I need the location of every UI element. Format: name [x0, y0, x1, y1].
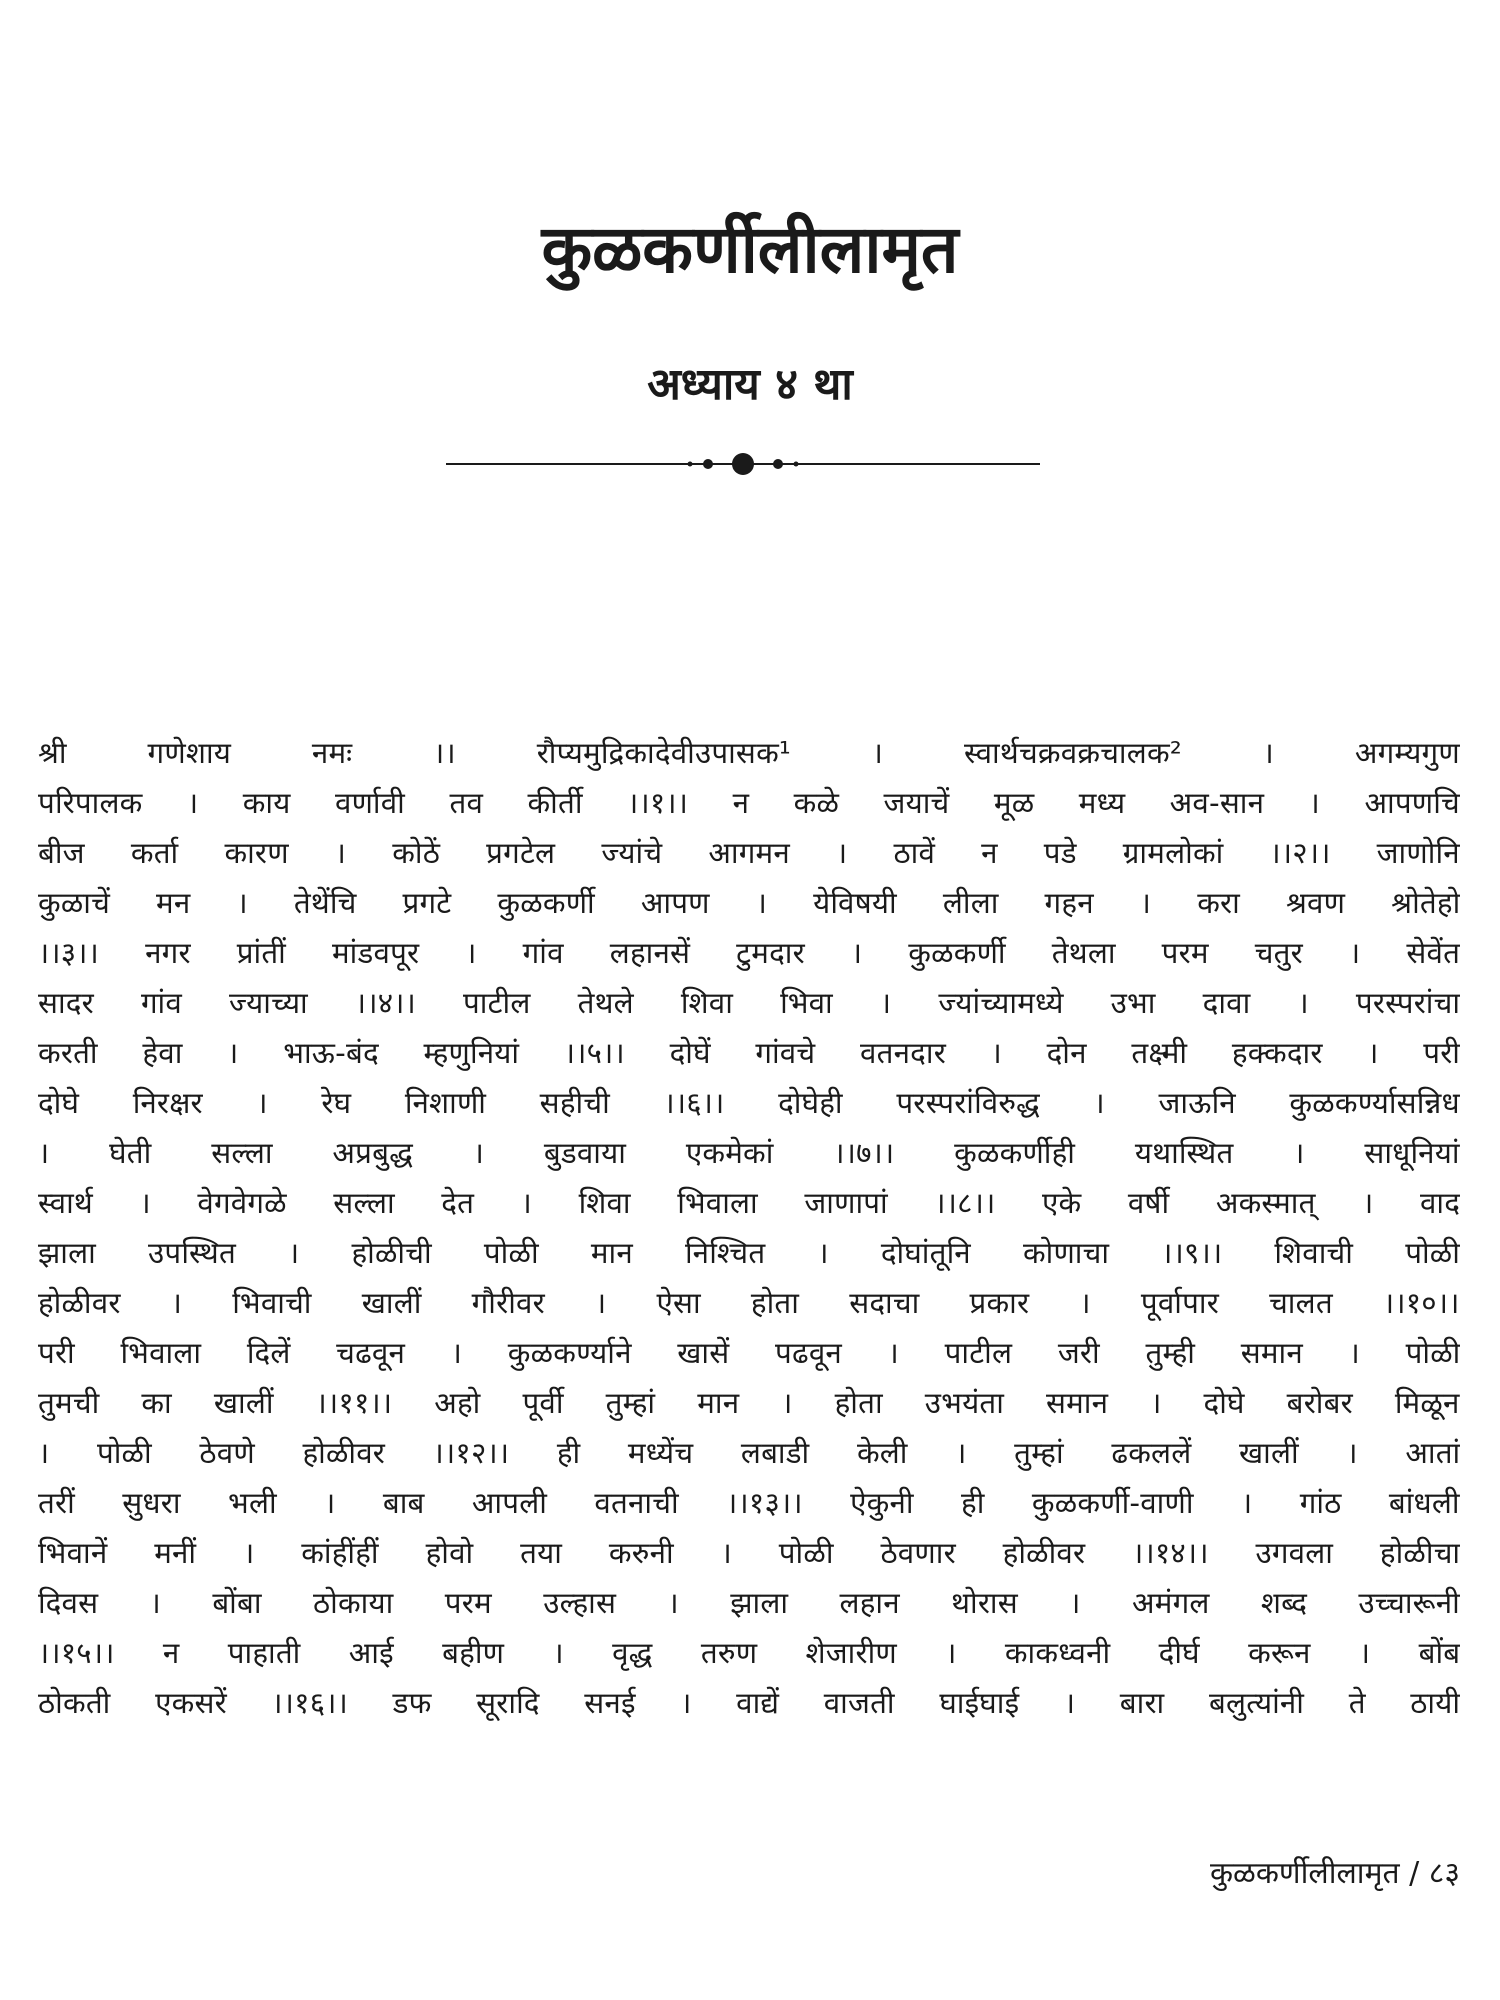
text-line: सादर गांव ज्याच्या ।।४।। पाटील तेथले शिवा भिवा । ज्यांच्यामध्ये उभा दावा । परस्परांचा: [38, 986, 1460, 1020]
text-line: तुमची का खालीं ।।११।। अहो पूर्वी तुम्हां मान । होता उभयंता समान । दोघे बरोबर मिळून: [38, 1386, 1460, 1420]
chapter-heading: अध्याय ४ था: [647, 359, 853, 410]
body-text: [38, 728, 1460, 1728]
page-title: कुळकर्णीलीलामृत: [541, 211, 959, 288]
text-line: स्वार्थ । वेगवेगळे सल्ला देत । शिवा भिवाला जाणापां ।।८।। एके वर्षी अकस्मात् । वाद: [38, 1186, 1460, 1220]
text-line: । पोळी ठेवणे होळीवर ।।१२।। ही मध्येंच लबाडी केली । तुम्हां ढकललें खालीं । आतां: [38, 1436, 1460, 1470]
text-line: श्री गणेशाय नमः ।। रौप्यमुद्रिकादेवीउपासक¹ । स्वार्थचक्रवक्रचालक² । अगम्यगुण: [38, 736, 1460, 770]
text-line: । घेती सल्ला अप्रबुद्ध । बुडवाया एकमेकां ।।७।। कुळकर्णीही यथास्थित । साधूनियां: [38, 1136, 1460, 1170]
text-line: परी भिवाला दिलें चढवून । कुळकर्ण्याने खासें पढवून । पाटील जरी तुम्ही समान । पोळी: [38, 1336, 1460, 1370]
text-line: दोघे निरक्षर । रेघ निशाणी सहीची ।।६।। दोघेही परस्परांविरुद्ध । जाऊनि कुळकर्ण्यासन्निध: [38, 1086, 1460, 1120]
text-line: कुळाचें मन । तेथेंचि प्रगटे कुळकर्णी आपण । येविषयी लीला गहन । करा श्रवण श्रोतेहो: [38, 886, 1460, 920]
text-line: भिवानें मनीं । कांहींहीं होवो तया करुनी । पोळी ठेवणार होळीवर ।।१४।। उगवला होळीचा: [38, 1536, 1460, 1570]
text-line: दिवस । बोंबा ठोकाया परम उल्हास । झाला लहान थोरास । अमंगल शब्द उच्चारूनी: [38, 1586, 1460, 1620]
text-line: ठोकती एकसरें ।।१६।। डफ सूरादि सनई । वाद्यें वाजती घाईघाई । बारा बलुत्यांनी ते ठायी: [38, 1686, 1460, 1720]
text-line: परिपालक । काय वर्णावी तव कीर्ती ।।१।। न कळे जयाचें मूळ मध्य अव-सान । आपणचि: [38, 786, 1460, 820]
text-line: ।।३।। नगर प्रांतीं मांडवपूर । गांव लहानसें टुमदार । कुळकर्णी तेथला परम चतुर । सेवेंत: [38, 936, 1460, 970]
text-line: तरीं सुधरा भली । बाब आपली वतनाची ।।१३।। ऐकुनी ही कुळकर्णी-वाणी । गांठ बांधली: [38, 1486, 1460, 1520]
decorative-divider-icon: [446, 448, 1040, 480]
text-line: झाला उपस्थित । होळीची पोळी मान निश्चित । दोघांतूनि कोणाचा ।।९।। शिवाची पोळी: [38, 1236, 1460, 1270]
text-line: करती हेवा । भाऊ-बंद म्हणुनियां ।।५।। दोघें गांवचे वतनदार । दोन तक्ष्मी हक्कदार । परी: [38, 1036, 1460, 1070]
page-footer: कुळकर्णीलीलामृत / ८३: [1210, 1856, 1460, 1891]
text-line: बीज कर्ता कारण । कोठें प्रगटेल ज्यांचे आगमन । ठावें न पडे ग्रामलोकां ।।२।। जाणोनि: [38, 836, 1460, 870]
text-line: ।।१५।। न पाहाती आई बहीण । वृद्ध तरुण शेजारीण । काकध्वनी दीर्घ करून । बोंब: [38, 1636, 1460, 1670]
text-line: होळीवर । भिवाची खालीं गौरीवर । ऐसा होता सदाचा प्रकार । पूर्वापार चालत ।।१०।।: [38, 1286, 1460, 1320]
